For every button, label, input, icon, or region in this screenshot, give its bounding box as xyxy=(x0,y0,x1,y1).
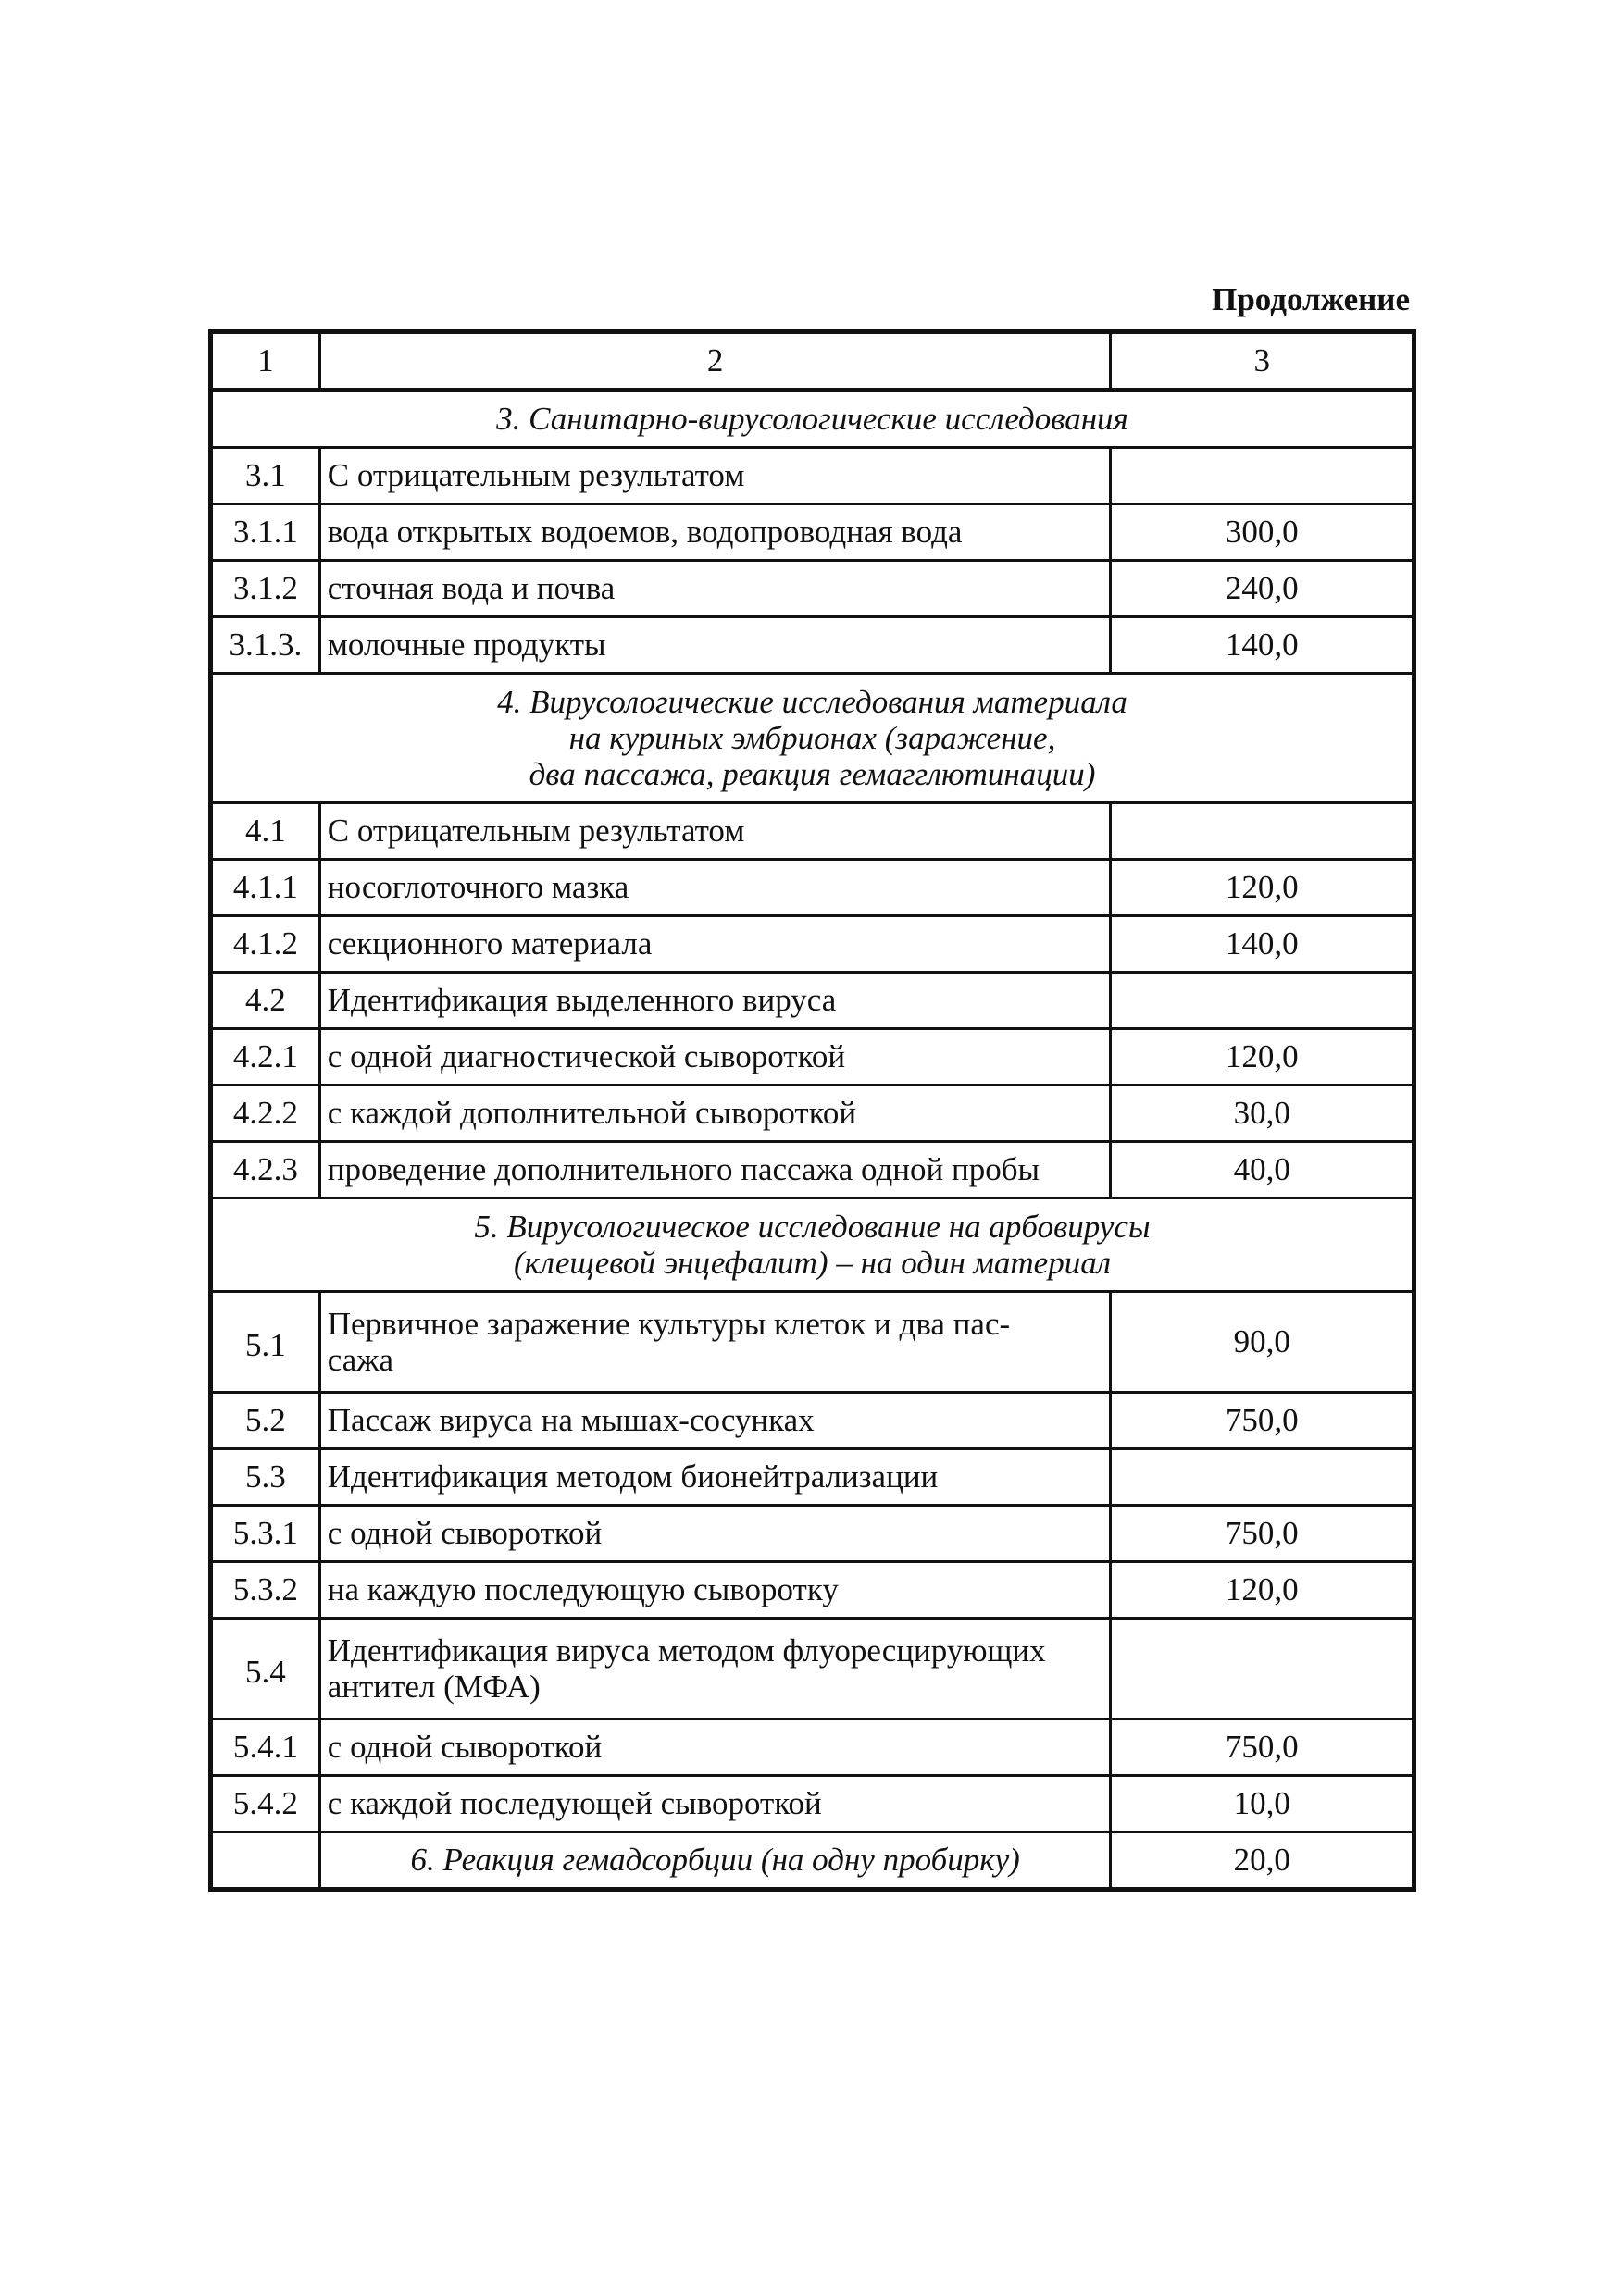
row-description: с одной сывороткой xyxy=(319,1506,1111,1562)
row-number: 4.2.1 xyxy=(211,1029,320,1086)
row-number: 4.1.1 xyxy=(211,860,320,916)
row-value: 10,0 xyxy=(1111,1776,1414,1832)
table-row xyxy=(211,504,1414,561)
row-number: 4.2 xyxy=(211,973,320,1029)
row-description: с каждой дополнительной сывороткой xyxy=(319,1086,1111,1142)
row-value: 750,0 xyxy=(1111,1719,1414,1776)
row-description-line-1: Идентификация вируса методом флуоресцирующих xyxy=(327,1632,1046,1669)
row-number: 3.1.2 xyxy=(211,561,320,617)
row-value xyxy=(1111,803,1414,860)
section-heading-row xyxy=(211,674,1414,803)
row-number: 4.2.3 xyxy=(211,1142,320,1198)
row-number: 4.1.2 xyxy=(211,916,320,973)
table-row xyxy=(211,1449,1414,1506)
row-description: Идентификация методом бионейтрализации xyxy=(319,1449,1111,1506)
row-description: сточная вода и почва xyxy=(319,561,1111,617)
table-row xyxy=(211,1562,1414,1619)
table-row xyxy=(211,1292,1414,1393)
row-number: 5.3.1 xyxy=(211,1506,320,1562)
table-row xyxy=(211,860,1414,916)
table-row xyxy=(211,1619,1414,1719)
table-row xyxy=(211,1776,1414,1832)
table-row xyxy=(211,973,1414,1029)
row-value: 20,0 xyxy=(1111,1832,1414,1890)
header-col-2: 2 xyxy=(319,332,1111,391)
row-value xyxy=(1111,1619,1414,1719)
row-description: на каждую последующую сыворотку xyxy=(319,1562,1111,1619)
row-number: 5.2 xyxy=(211,1393,320,1449)
section-4-line-2: на куриных эмбрионах (заражение, xyxy=(568,719,1056,756)
row-description: Пассаж вируса на мышах-сосунках xyxy=(319,1393,1111,1449)
row-value xyxy=(1111,448,1414,504)
row-number: 4.1 xyxy=(211,803,320,860)
section-heading-row xyxy=(211,391,1414,448)
row-number: 5.1 xyxy=(211,1292,320,1393)
row-value: 750,0 xyxy=(1111,1506,1414,1562)
row-value: 90,0 xyxy=(1111,1292,1414,1393)
section-4-line-3: два пассажа, реакция гемагглютинации) xyxy=(529,756,1096,793)
row-description: носоглоточного мазка xyxy=(319,860,1111,916)
row-value: 750,0 xyxy=(1111,1393,1414,1449)
section-heading-row xyxy=(211,1198,1414,1292)
table-row xyxy=(211,448,1414,504)
table-row xyxy=(211,1029,1414,1086)
continuation-label: Продолжение xyxy=(1212,281,1410,317)
table-row xyxy=(211,561,1414,617)
row-number: 5.3.2 xyxy=(211,1562,320,1619)
row-number: 3.1.3. xyxy=(211,617,320,674)
table-header-row xyxy=(211,332,1414,391)
row-value: 120,0 xyxy=(1111,1562,1414,1619)
row-description: молочные продукты xyxy=(319,617,1111,674)
row-description: С отрицательным результатом xyxy=(319,448,1111,504)
section-4-line-1: 4. Вирусологические исследования материала xyxy=(497,683,1127,720)
table-row xyxy=(211,916,1414,973)
row-description-line-2: сажа xyxy=(327,1342,393,1378)
price-table xyxy=(208,329,1416,1892)
table-row xyxy=(211,1393,1414,1449)
row-description xyxy=(319,1619,1111,1719)
row-description xyxy=(319,1292,1111,1393)
row-value: 300,0 xyxy=(1111,504,1414,561)
row-value: 30,0 xyxy=(1111,1086,1414,1142)
row-number: 3.1 xyxy=(211,448,320,504)
section-4-title xyxy=(211,674,1414,803)
row-description: проведение дополнительного пассажа одной пробы xyxy=(319,1142,1111,1198)
row-value xyxy=(1111,973,1414,1029)
row-number: 5.4.1 xyxy=(211,1719,320,1776)
row-value xyxy=(1111,1449,1414,1506)
table-row xyxy=(211,803,1414,860)
row-number: 3.1.1 xyxy=(211,504,320,561)
section-5-line-2: (клещевой энцефалит) – на один материал xyxy=(514,1245,1111,1281)
section-3-title: 3. Санитарно-вирусологические исследования xyxy=(211,391,1414,448)
row-description: с одной сывороткой xyxy=(319,1719,1111,1776)
section-5-title xyxy=(211,1198,1414,1292)
row-description: с одной диагностической сывороткой xyxy=(319,1029,1111,1086)
row-description: вода открытых водоемов, водопроводная вода xyxy=(319,504,1111,561)
table-row xyxy=(211,1086,1414,1142)
row-description: С отрицательным результатом xyxy=(319,803,1111,860)
section-6-title: 6. Реакция гемадсорбции (на одну пробирку) xyxy=(319,1832,1111,1890)
header-col-3: 3 xyxy=(1111,332,1414,391)
row-number: 5.3 xyxy=(211,1449,320,1506)
row-value: 120,0 xyxy=(1111,1029,1414,1086)
header-col-1: 1 xyxy=(211,332,320,391)
row-value: 40,0 xyxy=(1111,1142,1414,1198)
row-value: 140,0 xyxy=(1111,916,1414,973)
row-number: 4.2.2 xyxy=(211,1086,320,1142)
table-row xyxy=(211,1142,1414,1198)
row-value: 140,0 xyxy=(1111,617,1414,674)
row-number xyxy=(211,1832,320,1890)
row-number: 5.4 xyxy=(211,1619,320,1719)
table-row xyxy=(211,1506,1414,1562)
table-row xyxy=(211,1719,1414,1776)
row-number: 5.4.2 xyxy=(211,1776,320,1832)
section-5-line-1: 5. Вирусологическое исследование на арбовирусы xyxy=(474,1208,1151,1245)
table-row xyxy=(211,1832,1414,1890)
row-description-line-1: Первичное заражение культуры клеток и два пас- xyxy=(327,1305,1011,1342)
table-row xyxy=(211,617,1414,674)
row-description-line-2: антител (МФА) xyxy=(327,1669,541,1705)
row-value: 120,0 xyxy=(1111,860,1414,916)
row-description: с каждой последующей сывороткой xyxy=(319,1776,1111,1832)
row-description: секционного материала xyxy=(319,916,1111,973)
row-description: Идентификация выделенного вируса xyxy=(319,973,1111,1029)
row-value: 240,0 xyxy=(1111,561,1414,617)
